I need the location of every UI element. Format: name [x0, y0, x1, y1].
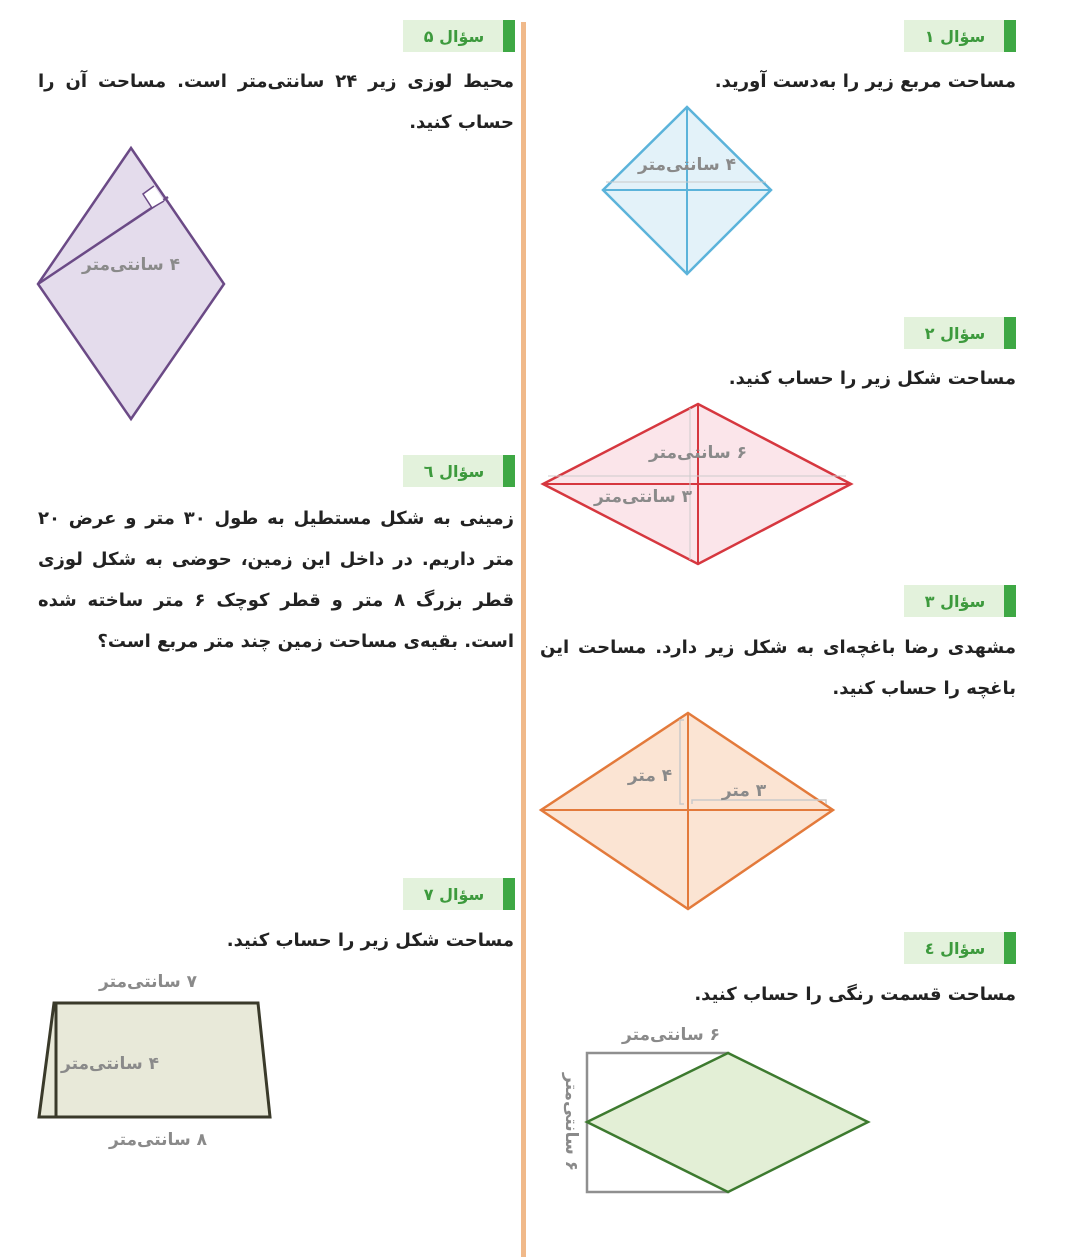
q5-height-dimension-label: ۴ سانتی‌متر — [82, 255, 180, 275]
q2-short-dimension-label: ۳ سانتی‌متر — [594, 487, 692, 507]
q3-text: مشهدی رضا باغچه‌ای به شکل زیر دارد. مساحت این باغچه را حساب کنید. — [540, 637, 1016, 699]
q2-figure — [543, 404, 851, 564]
q3-horizontal-dimension-label: ۳ متر — [721, 781, 767, 801]
q3-figure — [541, 713, 833, 909]
q2-text: مساحت شکل زیر را حساب کنید. — [728, 368, 1016, 389]
q7-label-text: سؤال ۷ — [423, 884, 485, 904]
q5-rhombus — [38, 148, 224, 419]
q2-long-dimension-label: ۶ سانتی‌متر — [649, 443, 747, 463]
q1-label-text: سؤال ۱ — [924, 26, 986, 46]
q1-dimension-label: ۴ سانتی‌متر — [638, 155, 736, 175]
q1-text: مساحت مربع زیر را به‌دست آورید. — [714, 71, 1016, 92]
q4-text: مساحت قسمت رنگی را حساب کنید. — [694, 984, 1016, 1005]
q6-text: زمینی به شکل مستطیل به طول ۳۰ متر و عرض ۲۰ متر داریم. در داخل این زمین، حوضی به شکل لوزی قطر بزرگ ۸ متر و قطر کوچک ۶ متر ساخته شده است. بقیه‌ی مساحت زمین چند متر مربع است؟ — [38, 508, 514, 652]
q3-vertical-dimension-label: ۴ متر — [627, 766, 673, 786]
q4-label-text: سؤال ٤ — [924, 938, 986, 958]
q3-label-text: سؤال ۳ — [924, 591, 986, 611]
q5-figure — [38, 148, 224, 419]
q7-text: مساحت شکل زیر را حساب کنید. — [226, 930, 514, 951]
q6-label-text: سؤال ٦ — [423, 461, 485, 481]
q7-height-dimension-label: ۴ سانتی‌متر — [61, 1054, 159, 1074]
q5-text: محیط لوزی زیر ۲۴ سانتی‌متر است. مساحت آن را حساب کنید. — [38, 71, 514, 133]
q4-top-dimension-label: ۶ سانتی‌متر — [622, 1025, 720, 1045]
q7-figure — [39, 972, 270, 1150]
q7-top-dimension-label: ۷ سانتی‌متر — [99, 972, 197, 992]
q5-label-text: سؤال ۵ — [423, 26, 485, 46]
q7-bottom-dimension-label: ۸ سانتی‌متر — [109, 1130, 207, 1150]
q2-label-text: سؤال ۲ — [924, 323, 986, 343]
q4-shaded-rhombus — [587, 1053, 868, 1192]
q4-figure — [561, 1025, 868, 1192]
q4-side-dimension-label: ۶ سانتی‌متر — [561, 1073, 581, 1171]
q1-figure — [603, 107, 771, 274]
